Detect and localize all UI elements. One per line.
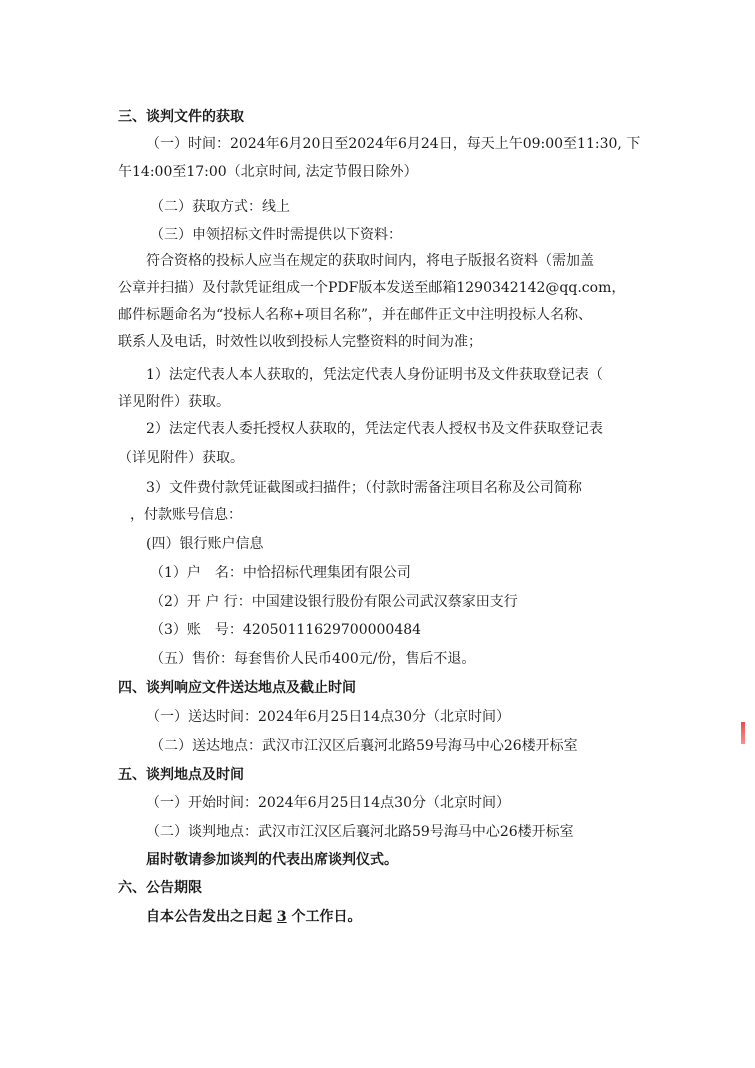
bank-title: (四）银行账户信息 [146,536,264,552]
invite-line: 届时敬请参加谈判的代表出席谈判仪式。 [146,852,398,868]
para-line-2: 公章并扫描）及付款凭证组成一个PDF版本发送至邮箱1290342142@qq.com， [118,280,626,296]
negotiation-place: （二）谈判地点：武汉市江汉区后襄河北路59号海马中心26楼开标室 [146,824,574,840]
period-prefix: 自本公告发出之日起 [146,909,272,925]
item2-line-2: （详见附件）获取。 [118,450,244,466]
price-line: （五）售价：每套售价人民币400元/份，售后不退。 [150,651,476,667]
method-line: （二）获取方式：线上 [150,199,290,215]
section-4-heading: 四、谈判响应文件送达地点及截止时间 [118,680,356,696]
bank-account: （3）账 号：42050111629700000484 [150,622,422,638]
item3-line-1: 3）文件费付款凭证截图或扫描件；（付款时需备注项目名称及公司简称 [146,480,582,496]
section-5-heading: 五、谈判地点及时间 [118,767,244,783]
section-3-heading: 三、谈判文件的获取 [118,109,244,125]
bank-name: （1）户 名：中恰招标代理集团有限公司 [150,565,411,581]
para-line-3: 邮件标题命名为“投标人名称+项目名称”，并在邮件正文中注明投标人名称、 [118,307,593,323]
para-line-4: 联系人及电话，时效性以收到投标人完整资料的时间为准； [118,334,482,350]
edge-stamp-mark [741,722,745,744]
period-number: 3 [276,909,287,925]
section-6-heading: 六、公告期限 [118,880,202,896]
bank-branch: （2）开 户 行：中国建设银行股份有限公司武汉蔡家田支行 [150,594,518,610]
item3-line-2: ，付款账号信息： [130,507,242,523]
para-line-1: 符合资格的投标人应当在规定的获取时间内，将电子版报名资料（需加盖 [146,253,594,269]
period-line [146,907,362,927]
time-line-1: （一）时间：2024年6月20日至2024年6月24日，每天上午09:00至11:30, 下 [146,136,641,152]
period-suffix: 个工作日。 [291,909,362,925]
item2-line-1: 2）法定代表人委托授权人获取的，凭法定代表人授权书及文件获取登记表 [146,421,603,437]
item1-line-1: 1）法定代表人本人获取的，凭法定代表人身份证明书及文件获取登记表（ [146,367,603,383]
materials-intro: （三）申领招标文件时需提供以下资料： [150,227,402,243]
deliver-time: （一）送达时间：2024年6月25日14点30分（北京时间） [146,709,510,725]
time-line-2: 午14:00至17:00（北京时间, 法定节假日除外） [118,164,418,180]
item1-line-2: 详见附件）获取。 [118,394,230,410]
start-time: （一）开始时间：2024年6月25日14点30分（北京时间） [146,795,510,811]
deliver-place: （二）送达地点：武汉市江汉区后襄河北路59号海马中心26楼开标室 [150,738,578,754]
